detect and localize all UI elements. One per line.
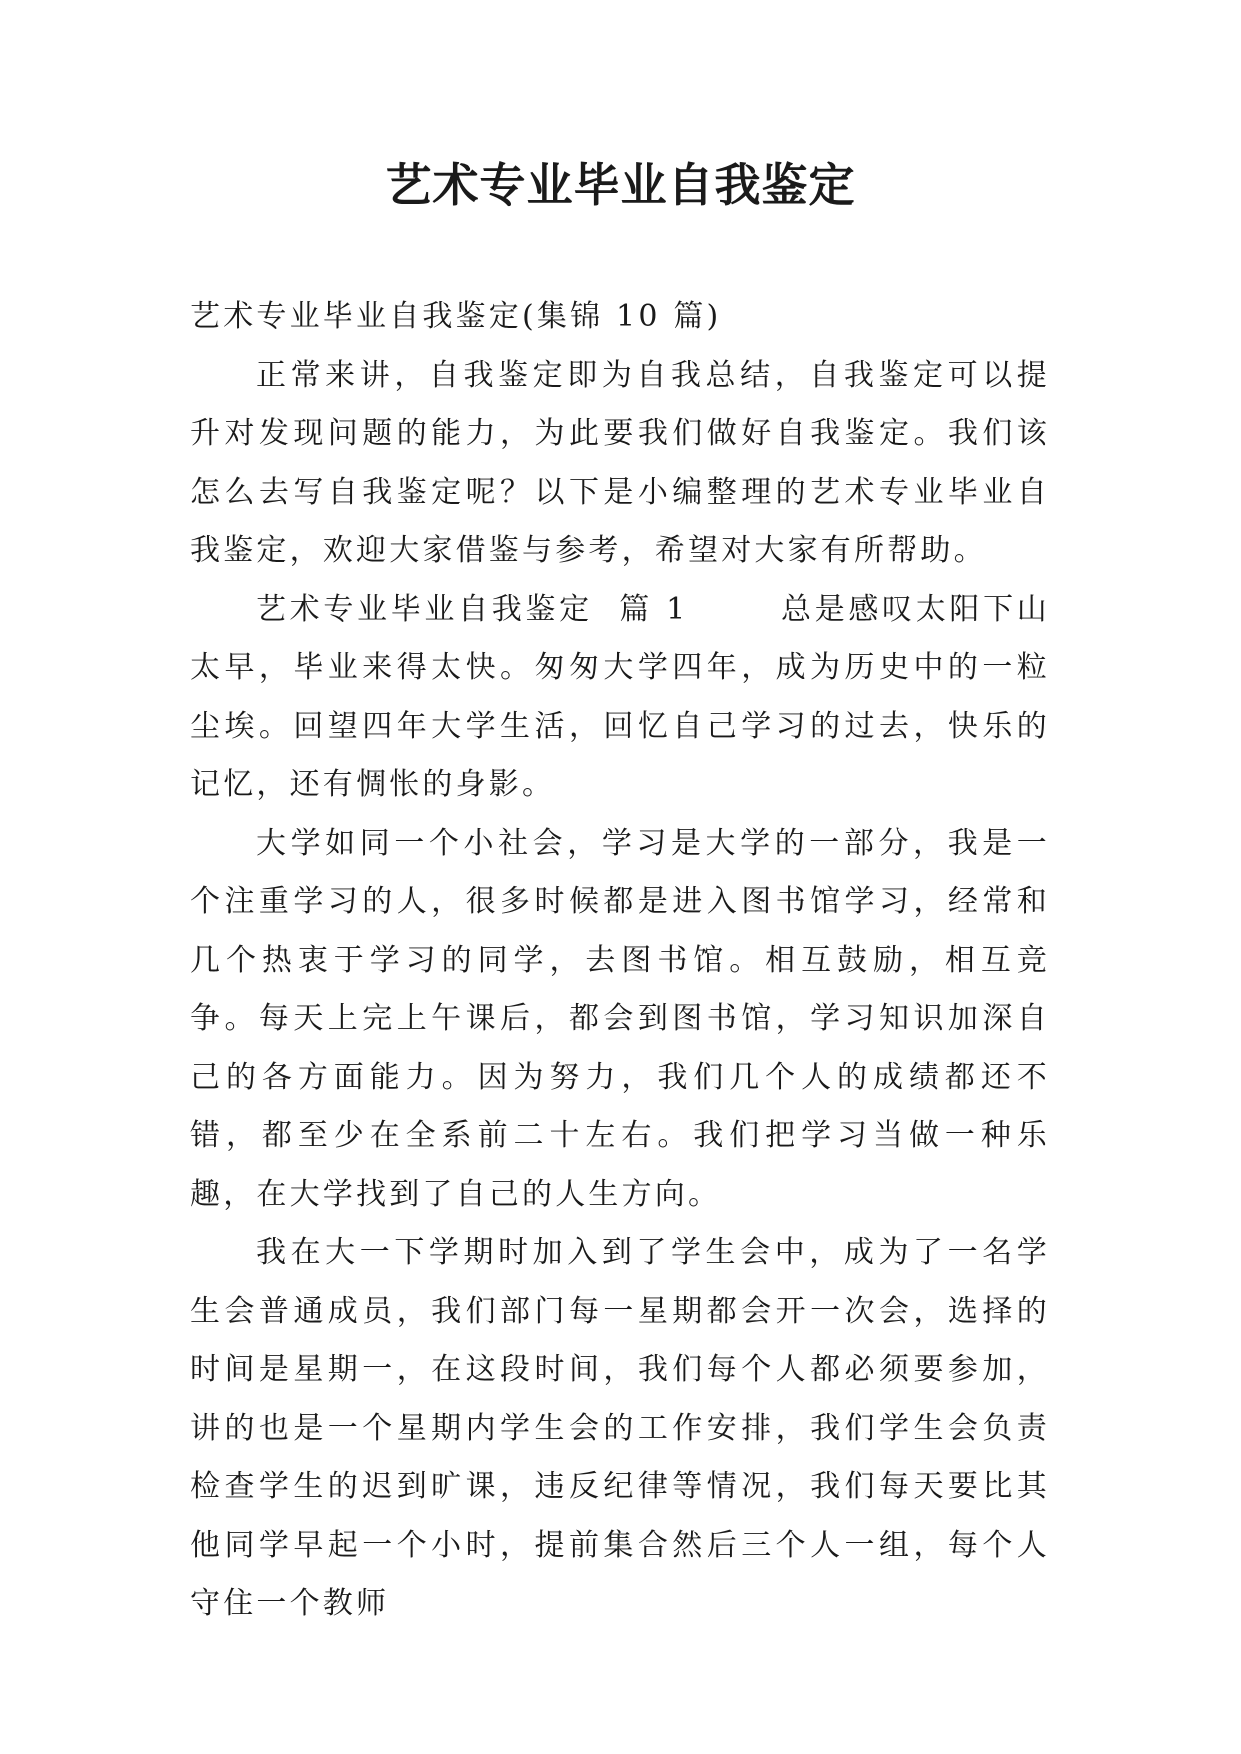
subtitle-paragraph: 艺术专业毕业自我鉴定(集锦 10 篇) — [190, 299, 722, 334]
intro-paragraph: 正常来讲，自我鉴定即为自我总结，自我鉴定可以提升对发现问题的能力，为此要我们做好自我鉴定。我们该怎么去写自我鉴定呢？以下是小编整理的艺术专业毕业自我鉴定，欢迎大家借鉴与参考，希望对大家有所帮助。 — [190, 357, 1050, 568]
document-body — [190, 288, 1050, 1634]
section-1-paragraph: 艺术专业毕业自我鉴定 篇 1 总是感叹太阳下山太早，毕业来得太快。匆匆大学四年，成为历史中的一粒尘埃。回望四年大学生活，回忆自己学习的过去，快乐的记忆，还有惆怅的身影。 — [190, 591, 1050, 802]
student-union-paragraph: 我在大一下学期时加入到了学生会中，成为了一名学生会普通成员，我们部门每一星期都会开一次会，选择的时间是星期一，在这段时间，我们每个人都必须要参加，讲的也是一个星期内学生会的工作安排，我们学生会负责检查学生的迟到旷课，违反纪律等情况，我们每天要比其他同学早起一个小时，提前集合然后三个人一组，每个人守住一个教师 — [190, 1235, 1050, 1621]
study-paragraph: 大学如同一个小社会，学习是大学的一部分，我是一个注重学习的人，很多时候都是进入图书馆学习，经常和几个热衷于学习的同学，去图书馆。相互鼓励，相互竞争。每天上完上午课后，都会到图书馆，学习知识加深自己的各方面能力。因为努力，我们几个人的成绩都还不错，都至少在全系前二十左右。我们把学习当做一种乐趣，在大学找到了自己的人生方向。 — [190, 825, 1050, 1212]
document-title: 艺术专业毕业自我鉴定 — [385, 158, 856, 212]
